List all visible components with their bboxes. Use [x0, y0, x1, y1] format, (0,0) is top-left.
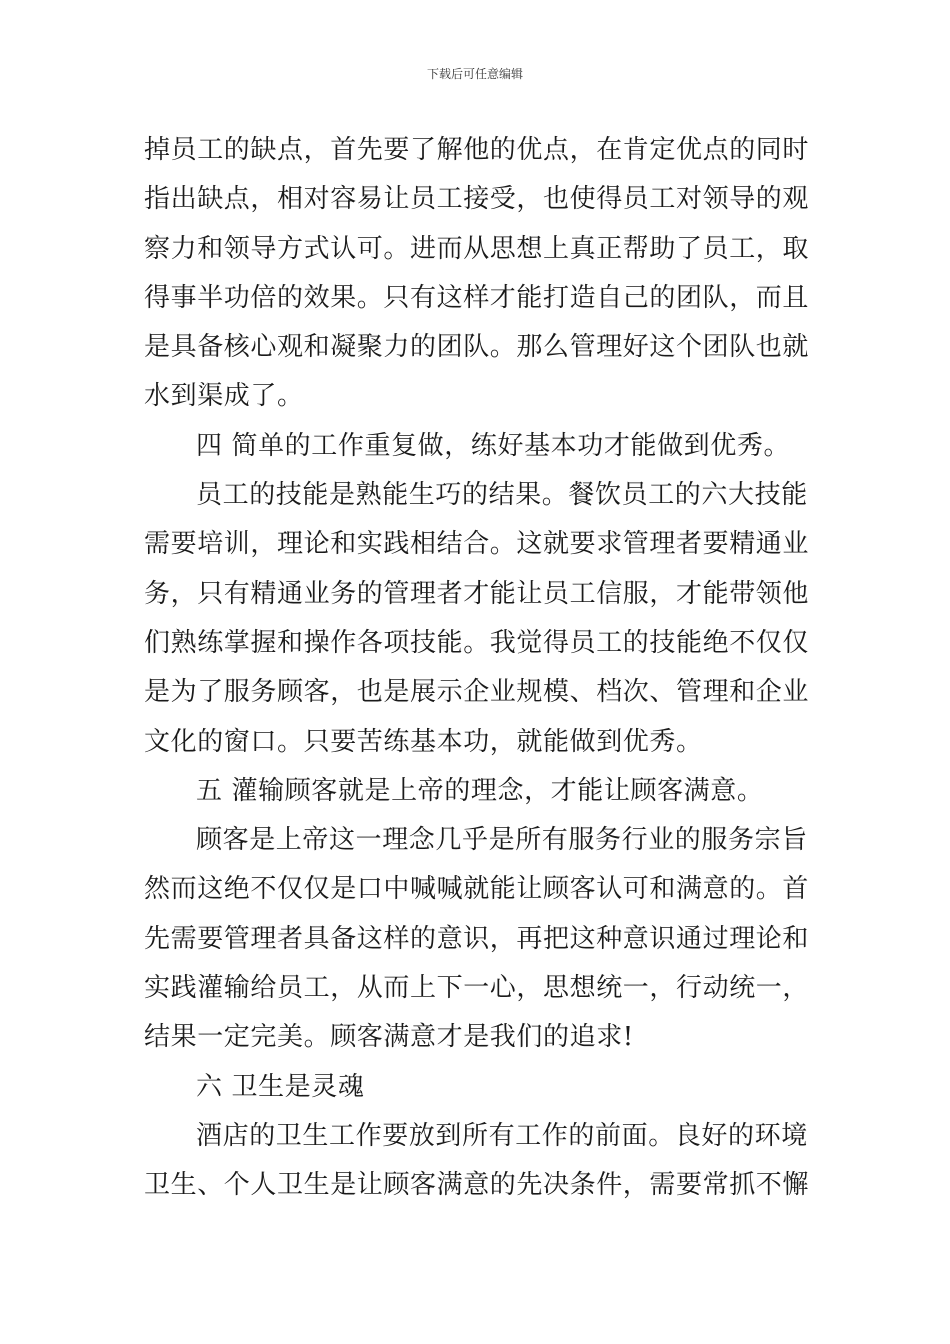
text-line: 务，只有精通业务的管理者才能让员工信服，才能带领他 [144, 578, 810, 609]
text-line: 先需要管理者具备这样的意识，再把这种意识通过理论和 [144, 923, 810, 954]
text-line: 六 卫生是灵魂 [196, 1071, 365, 1102]
text-line: 酒店的卫生工作要放到所有工作的前面。良好的环境 [196, 1120, 808, 1151]
text-line: 需要培训，理论和实践相结合。这就要求管理者要精通业 [144, 529, 810, 560]
text-line: 水到渠成了。 [144, 381, 304, 412]
text-line: 文化的窗口。只要苦练基本功，就能做到优秀。 [144, 726, 703, 757]
text-line: 五 灌输顾客就是上帝的理念，才能让顾客满意。 [196, 775, 764, 806]
text-line: 们熟练掌握和操作各项技能。我觉得员工的技能绝不仅仅 [144, 627, 810, 658]
text-line: 卫生、个人卫生是让顾客满意的先决条件，需要常抓不懈 [144, 1170, 810, 1201]
text-line: 结果一定完美。顾客满意才是我们的追求! [144, 1022, 634, 1053]
page-header: 下载后可任意编辑 [426, 67, 523, 81]
text-line: 实践灌输给员工，从而上下一心，思想统一，行动统一， [144, 973, 810, 1004]
text-line: 顾客是上帝这一理念几乎是所有服务行业的服务宗旨 [196, 825, 808, 856]
text-line: 指出缺点，相对容易让员工接受，也使得员工对领导的观 [144, 184, 810, 215]
text-line: 然而这绝不仅仅是口中喊喊就能让顾客认可和满意的。首 [144, 874, 810, 905]
text-line: 是为了服务顾客，也是展示企业规模、档次、管理和企业 [144, 677, 810, 708]
text-line: 得事半功倍的效果。只有这样才能打造自己的团队，而且 [144, 282, 810, 313]
text-line: 察力和领导方式认可。进而从思想上真正帮助了员工，取 [144, 233, 810, 264]
text-line: 掉员工的缺点，首先要了解他的优点，在肯定优点的同时 [144, 135, 810, 165]
text-line: 是具备核心观和凝聚力的团队。那么管理好这个团队也就 [144, 332, 810, 363]
text-line: 四 简单的工作重复做，练好基本功才能做到优秀。 [196, 430, 791, 461]
text-line: 员工的技能是熟能生巧的结果。餐饮员工的六大技能 [196, 480, 808, 511]
document-body [144, 126, 812, 1211]
